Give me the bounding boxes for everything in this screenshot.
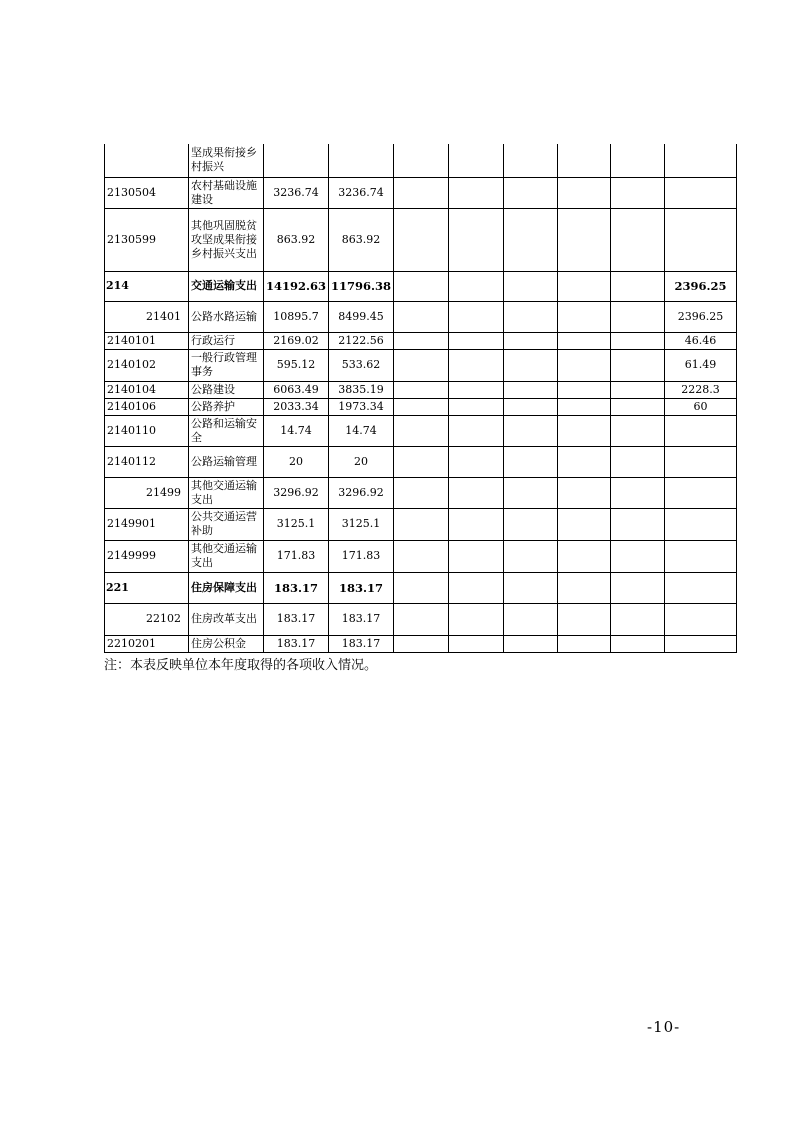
page-number: -10- [647,1018,681,1036]
fiscal-cell: 183.17 [329,603,394,635]
other-income-cell [665,144,737,177]
total-cell: 183.17 [264,603,329,635]
other-income-cell: 2396.25 [665,271,737,301]
empty-cell [611,415,665,446]
other-income-cell: 2228.3 [665,381,737,398]
fiscal-cell [329,144,394,177]
empty-cell [504,415,558,446]
empty-cell [504,381,558,398]
other-income-cell [665,635,737,652]
code-cell: 214 [105,271,189,301]
table-row [105,415,737,446]
table-row [105,572,737,603]
total-cell: 10895.7 [264,301,329,332]
empty-cell [394,301,449,332]
fiscal-cell: 1973.34 [329,398,394,415]
code-cell: 21499 [105,477,189,508]
table-body [105,144,737,652]
table-row [105,381,737,398]
name-cell: 其他交通运输支出 [189,540,264,572]
empty-cell [394,398,449,415]
other-income-cell: 60 [665,398,737,415]
empty-cell [504,477,558,508]
empty-cell [558,381,611,398]
empty-cell [558,477,611,508]
fiscal-cell: 11796.38 [329,271,394,301]
other-income-cell: 61.49 [665,349,737,381]
empty-cell [558,301,611,332]
empty-cell [504,572,558,603]
name-cell: 一般行政管理事务 [189,349,264,381]
empty-cell [449,271,504,301]
name-cell: 其他交通运输支出 [189,477,264,508]
fiscal-cell: 863.92 [329,208,394,271]
empty-cell [504,446,558,477]
fiscal-cell: 533.62 [329,349,394,381]
empty-cell [558,398,611,415]
total-cell: 171.83 [264,540,329,572]
table-row [105,301,737,332]
empty-cell [394,603,449,635]
total-cell: 14.74 [264,415,329,446]
name-cell: 其他巩固脱贫攻坚成果衔接乡村振兴支出 [189,208,264,271]
empty-cell [558,446,611,477]
total-cell: 863.92 [264,208,329,271]
empty-cell [611,271,665,301]
empty-cell [611,144,665,177]
empty-cell [394,208,449,271]
empty-cell [394,508,449,540]
code-cell: 2140112 [105,446,189,477]
empty-cell [394,635,449,652]
empty-cell [504,208,558,271]
total-cell: 3236.74 [264,177,329,208]
empty-cell [504,635,558,652]
fiscal-cell: 2122.56 [329,332,394,349]
empty-cell [394,349,449,381]
empty-cell [611,635,665,652]
empty-cell [558,144,611,177]
total-cell: 183.17 [264,635,329,652]
empty-cell [449,144,504,177]
other-income-cell [665,446,737,477]
empty-cell [449,415,504,446]
empty-cell [394,446,449,477]
empty-cell [394,381,449,398]
table-row [105,332,737,349]
total-cell: 183.17 [264,572,329,603]
empty-cell [449,635,504,652]
name-cell: 公路养护 [189,398,264,415]
table-row [105,508,737,540]
total-cell: 14192.63 [264,271,329,301]
total-cell: 20 [264,446,329,477]
empty-cell [504,177,558,208]
empty-cell [394,477,449,508]
empty-cell [611,540,665,572]
fiscal-cell: 3835.19 [329,381,394,398]
other-income-cell [665,477,737,508]
fiscal-cell: 171.83 [329,540,394,572]
code-cell: 2210201 [105,635,189,652]
empty-cell [611,446,665,477]
table-row [105,603,737,635]
empty-cell [558,271,611,301]
empty-cell [558,349,611,381]
empty-cell [504,301,558,332]
name-cell: 住房改革支出 [189,603,264,635]
code-cell: 2149999 [105,540,189,572]
empty-cell [449,301,504,332]
empty-cell [504,540,558,572]
empty-cell [558,415,611,446]
total-cell: 3296.92 [264,477,329,508]
other-income-cell [665,208,737,271]
empty-cell [558,540,611,572]
table-note: 注：本表反映单位本年度取得的各项收入情况。 [104,658,378,673]
other-income-cell [665,572,737,603]
empty-cell [611,381,665,398]
empty-cell [558,177,611,208]
code-cell: 2149901 [105,508,189,540]
empty-cell [504,144,558,177]
empty-cell [449,477,504,508]
empty-cell [504,398,558,415]
empty-cell [394,177,449,208]
table-row [105,177,737,208]
code-cell: 2140102 [105,349,189,381]
fiscal-cell: 14.74 [329,415,394,446]
empty-cell [611,572,665,603]
code-cell [105,144,189,177]
code-cell: 2130599 [105,208,189,271]
table-row [105,398,737,415]
empty-cell [558,208,611,271]
total-cell: 2169.02 [264,332,329,349]
empty-cell [449,540,504,572]
other-income-cell [665,540,737,572]
other-income-cell: 2396.25 [665,301,737,332]
code-cell: 2140104 [105,381,189,398]
empty-cell [394,144,449,177]
total-cell: 2033.34 [264,398,329,415]
empty-cell [449,381,504,398]
table-row [105,477,737,508]
table-row [105,208,737,271]
empty-cell [394,572,449,603]
empty-cell [611,508,665,540]
fiscal-cell: 3125.1 [329,508,394,540]
fiscal-cell: 3296.92 [329,477,394,508]
name-cell: 公路建设 [189,381,264,398]
empty-cell [504,332,558,349]
empty-cell [504,508,558,540]
name-cell: 公路水路运输 [189,301,264,332]
empty-cell [449,398,504,415]
table-row [105,540,737,572]
name-cell: 住房保障支出 [189,572,264,603]
income-table [104,144,737,653]
empty-cell [611,603,665,635]
empty-cell [611,177,665,208]
code-cell: 22102 [105,603,189,635]
name-cell: 行政运行 [189,332,264,349]
total-cell: 3125.1 [264,508,329,540]
fiscal-cell: 183.17 [329,572,394,603]
empty-cell [504,271,558,301]
fiscal-cell: 20 [329,446,394,477]
empty-cell [611,398,665,415]
empty-cell [394,540,449,572]
name-cell: 公路运输管理 [189,446,264,477]
empty-cell [394,332,449,349]
name-cell: 公共交通运营补助 [189,508,264,540]
empty-cell [611,301,665,332]
empty-cell [449,332,504,349]
code-cell: 2140110 [105,415,189,446]
empty-cell [611,349,665,381]
empty-cell [558,572,611,603]
empty-cell [558,332,611,349]
code-cell: 2140106 [105,398,189,415]
empty-cell [611,477,665,508]
empty-cell [558,508,611,540]
empty-cell [504,349,558,381]
empty-cell [558,635,611,652]
table-row [105,271,737,301]
table-row [105,144,737,177]
empty-cell [394,415,449,446]
code-cell: 221 [105,572,189,603]
name-cell: 农村基础设施建设 [189,177,264,208]
other-income-cell [665,415,737,446]
other-income-cell: 46.46 [665,332,737,349]
empty-cell [504,603,558,635]
code-cell: 2130504 [105,177,189,208]
total-cell: 595.12 [264,349,329,381]
empty-cell [611,208,665,271]
other-income-cell [665,177,737,208]
total-cell [264,144,329,177]
other-income-cell [665,508,737,540]
table-row [105,349,737,381]
name-cell: 住房公积金 [189,635,264,652]
code-cell: 21401 [105,301,189,332]
total-cell: 6063.49 [264,381,329,398]
fiscal-cell: 183.17 [329,635,394,652]
name-cell: 交通运输支出 [189,271,264,301]
empty-cell [611,332,665,349]
empty-cell [394,271,449,301]
name-cell: 公路和运输安全 [189,415,264,446]
code-cell: 2140101 [105,332,189,349]
empty-cell [449,508,504,540]
empty-cell [558,603,611,635]
empty-cell [449,349,504,381]
name-cell: 坚成果衔接乡村振兴 [189,144,264,177]
empty-cell [449,177,504,208]
empty-cell [449,208,504,271]
empty-cell [449,603,504,635]
other-income-cell [665,603,737,635]
fiscal-cell: 8499.45 [329,301,394,332]
empty-cell [449,446,504,477]
table-row [105,446,737,477]
table-row [105,635,737,652]
fiscal-cell: 3236.74 [329,177,394,208]
empty-cell [449,572,504,603]
